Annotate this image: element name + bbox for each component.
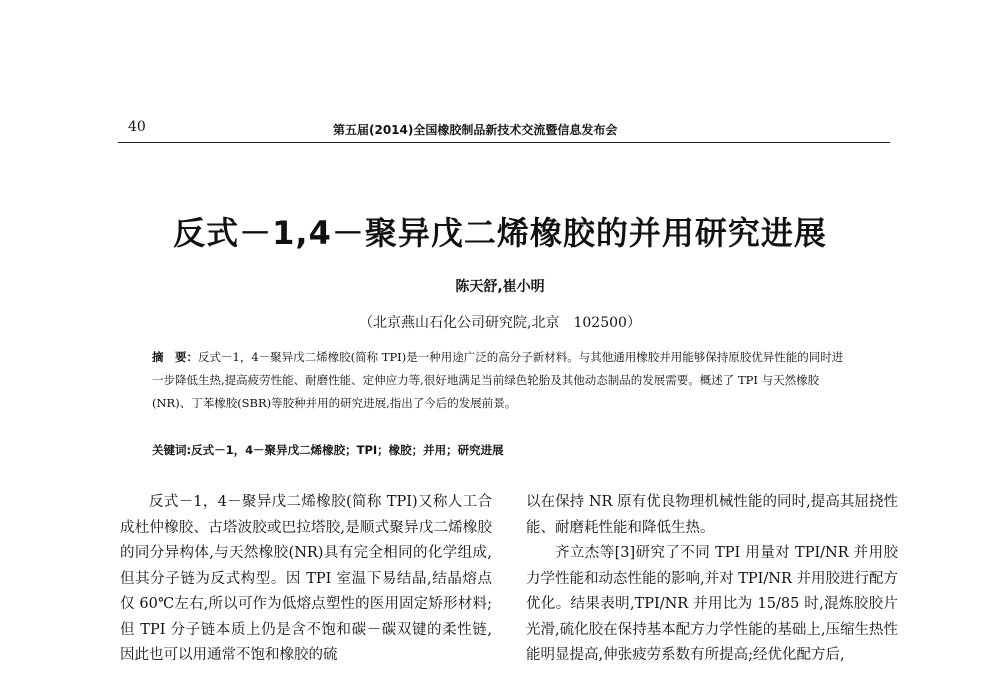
abstract bbox=[152, 346, 852, 415]
body-column-right bbox=[526, 490, 898, 669]
abstract-text: 反式－1，4－聚异戊二烯橡胶(简称 TPI)是一种用途广泛的高分子新材料。与其他通用橡胶并用能够保持原胶优异性能的同时进一步降低生热,提高疲劳性能、耐磨性能、定伸应力等,很好地满足当前绿色轮胎及其他动态制品的发展需要。概述了 TPI 与天然橡胶(NR)、丁苯橡胶(SBR)等胶种并用的研究进展,指出了今后的发展前景。 bbox=[152, 350, 844, 410]
article-affiliation: （北京燕山石化公司研究院,北京 102500） bbox=[359, 315, 641, 331]
body-column-left bbox=[120, 490, 492, 669]
abstract-label: 摘 要： bbox=[152, 350, 198, 364]
header-rule bbox=[118, 142, 890, 143]
article-authors: 陈天舒,崔小明 bbox=[455, 279, 545, 295]
running-header: 第五届(2014)全国橡胶制品新技术交流暨信息发布会 bbox=[333, 123, 618, 137]
article-title: 反式－1,4－聚异戊二烯橡胶的并用研究进展 bbox=[173, 214, 827, 252]
body-paragraph: 反式－1，4－聚异戊二烯橡胶(简称 TPI)又称人工合成杜仲橡胶、古塔波胶或巴拉塔胶,是顺式聚异戊二烯橡胶的同分异构体,与天然橡胶(NR)具有完全相同的化学组成,但其分子链为反式构型。因 TPI 室温下易结晶,结晶熔点仅 60℃左右,所以可作为低熔点塑性的医用固定矫形材料;但 TPI 分子链本质上仍是含不饱和碳－碳双键的柔性链,因此也可以用通常不饱和橡胶的硫 bbox=[120, 494, 492, 663]
keywords: 关键词:反式－1，4－聚异戊二烯橡胶；TPI；橡胶；并用；研究进展 bbox=[152, 443, 504, 457]
page-number: 40 bbox=[128, 119, 146, 135]
body-paragraph: 以在保持 NR 原有优良物理机械性能的同时,提高其屈挠性能、耐磨耗性能和降低生热。 bbox=[526, 494, 898, 536]
body-paragraph: 齐立杰等[3]研究了不同 TPI 用量对 TPI/NR 并用胶力学性能和动态性能的影响,并对 TPI/NR 并用胶进行配方优化。结果表明,TPI/NR 并用比为 15/85 时,混炼胶胶片光滑,硫化胶在保持基本配方力学性能的基础上,压缩生热性能明显提高,伸张疲劳系数有所提高;经优化配方后, bbox=[526, 545, 898, 663]
